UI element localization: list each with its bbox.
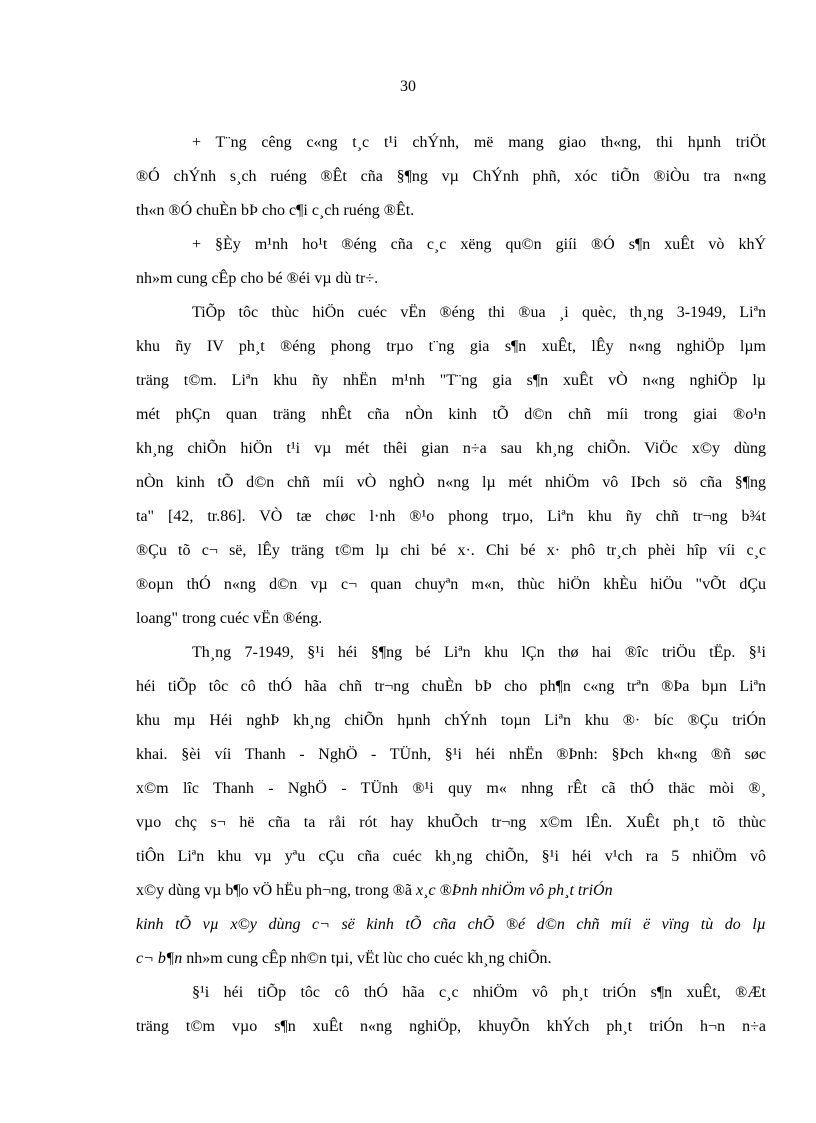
text-line-mixed — [136, 948, 766, 970]
text-line: + §Èy m¹nh ho¹t ®éng cña c¸c xëng qu©n giíi ®Ó s¶n xuÊt vò khÝ — [192, 236, 766, 253]
text-line: TiÕp tôc thùc hiÖn cuéc vËn ®éng thi ®ua ¸i quèc, th¸ng 3-1949, Liªn — [192, 304, 766, 321]
text-line-italic: kinh tÕ vµ x©y dùng c¬ së kinh tÕ cña chÕ ®é d©n chñ míi ë vïng tù do lµ — [136, 916, 766, 933]
text-line: ®Çu tõ c¬ së, lÊy träng t©m lµ chi bé x·. Chi bé x· phô tr¸ch phèi hîp víi c¸c — [136, 542, 766, 559]
text-line: Th¸ng 7-1949, §¹i héi §¶ng bé Liªn khu lÇn thø hai ®îc triÖu tËp. §¹i — [192, 644, 766, 661]
italic-fragment: x¸c ®Þnh nhiÖm vô ph¸t triÓn — [416, 882, 613, 899]
text-line: héi tiÕp tôc cô thÓ hãa chñ tr¬ng chuÈn bÞ cho ph¶n c«ng trªn ®Þa bµn Liªn — [136, 678, 766, 695]
text-line: vµo chç s¬ hë cña ta råi rót hay khuÕch tr¬ng x©m lÊn. XuÊt ph¸t tõ thùc — [136, 814, 766, 831]
text-line: th«n ®Ó chuÈn bÞ cho c¶i c¸ch ruéng ®Êt. — [136, 202, 415, 219]
text-line: loang" trong cuéc vËn ®éng. — [136, 610, 323, 627]
text-line: nÒn kinh tÕ d©n chñ míi vÒ nghÒ n«ng lµ mét nhiÖm vô IÞch sö cña §¶ng — [136, 474, 766, 491]
text-line: khu mµ Héi nghÞ kh¸ng chiÕn hµnh chÝnh toµn Liªn khu ®· bíc ®Çu triÓn — [136, 712, 766, 729]
text-line: §¹i héi tiÕp tôc cô thÓ hãa c¸c nhiÖm vô ph¸t triÓn s¶n xuÊt, ®Æt — [192, 984, 766, 1001]
text-line: ®Ó chÝnh s¸ch ruéng ®Êt cña §¶ng vµ ChÝnh phñ, xóc tiÕn ®iÒu tra n«ng — [136, 168, 766, 185]
text-line: kh¸ng chiÕn hiÖn t¹i vµ mét thêi gian n÷a sau kh¸ng chiÕn. ViÖc x©y dùng — [136, 440, 766, 457]
text-line: tiÔn Liªn khu vµ yªu cÇu cña cuéc kh¸ng chiÕn, §¹i héi v¹ch ra 5 nhiÖm vô — [136, 848, 766, 865]
italic-fragment: c¬ b¶n — [136, 950, 183, 967]
text-line: + T¨ng cêng c«ng t¸c t¹i chÝnh, më mang giao th«ng, thi hµnh triÖt — [192, 134, 766, 151]
page-number: 30 — [400, 78, 416, 95]
text-line: träng t©m vµo s¶n xuÊt n«ng nghiÖp, khuyÕn khÝch ph¸t triÓn h¬n n÷a — [136, 1018, 766, 1035]
text-line: khai. §èi víi Thanh - NghÖ - TÜnh, §¹i héi nhËn ®Þnh: §Þch kh«ng ®ñ søc — [136, 746, 766, 763]
text-line: nh»m cung cÊp cho bé ®éi vµ dù tr÷. — [136, 270, 379, 287]
text-fragment: x©y dùng vµ b¶o vÖ hËu ph¬ng, trong ®ã — [136, 882, 413, 899]
text-line: ®oµn thÓ n«ng d©n vµ c¬ quan chuyªn m«n, thùc hiÖn khÈu hiÖu "vÕt dÇu — [136, 576, 766, 593]
text-line-mixed — [136, 880, 766, 902]
text-line: khu ñy IV ph¸t ®éng phong trµo t¨ng gia s¶n xuÊt, lÊy n«ng nghiÖp lµm — [136, 338, 766, 355]
text-line: x©m lîc Thanh - NghÖ - TÜnh ®¹i quy m« nhng rÊt cã thÓ thäc mòi ®¸ — [136, 780, 766, 797]
text-fragment: nh»m cung cÊp nh©n tµi, vËt lùc cho cuéc kh¸ng chiÕn. — [186, 950, 552, 967]
text-line: mét phÇn quan träng nhÊt cña nÒn kinh tÕ d©n chñ míi trong giai ®o¹n — [136, 406, 766, 423]
text-line: ta" [42, tr.86]. VÒ tæ chøc l·nh ®¹o phong trµo, Liªn khu ñy chñ tr¬ng b¾t — [136, 508, 766, 525]
text-line: träng t©m. Liªn khu ñy nhËn m¹nh "T¨ng gia s¶n xuÊt vÒ n«ng nghiÖp lµ — [136, 372, 766, 389]
